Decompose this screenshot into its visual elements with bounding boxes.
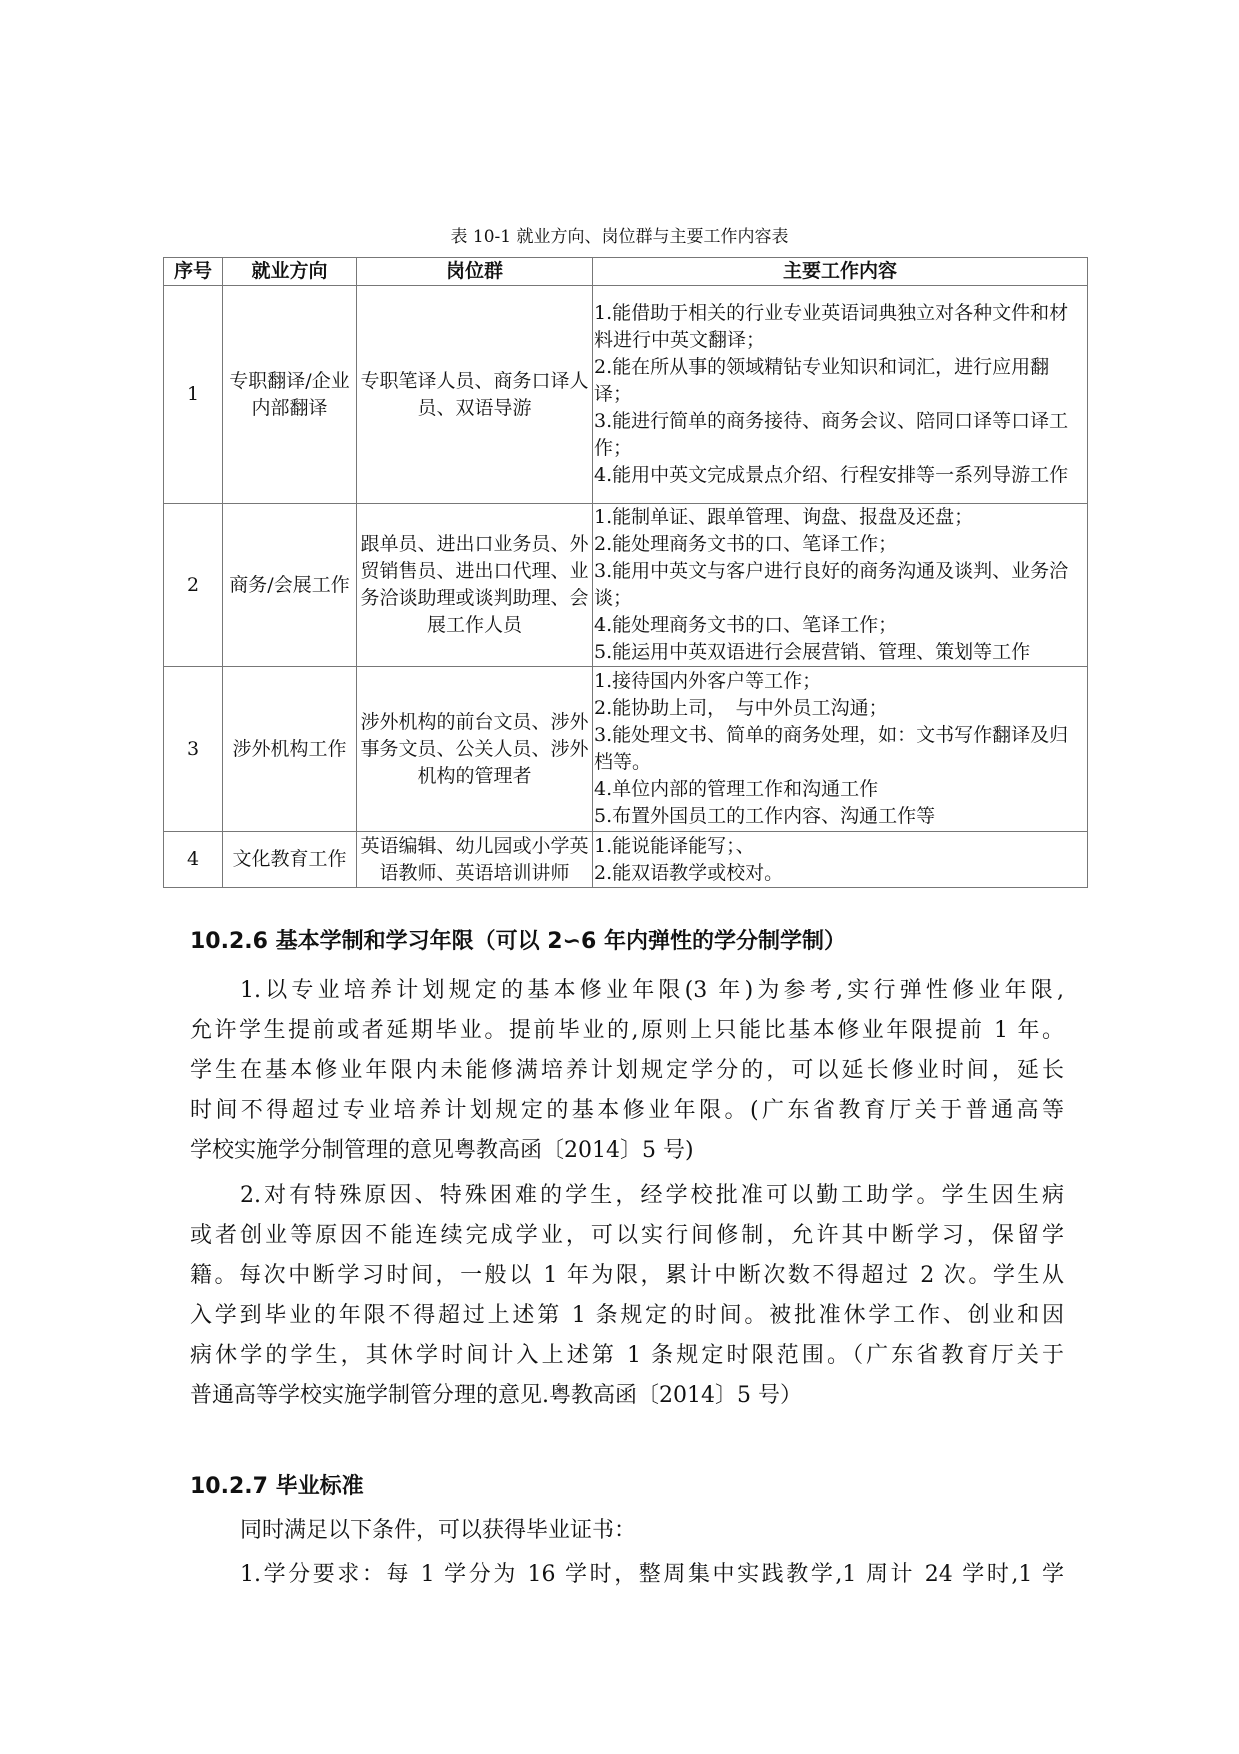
row-positions: 专职笔译人员、商务口译人员、双语导游 bbox=[357, 286, 593, 504]
row-no: 3 bbox=[164, 667, 223, 832]
paragraph-line: 1.学分要求：每 1 学分为 16 学时，整周集中实践教学,1 周计 24 学时,1 学 bbox=[240, 1562, 1064, 1587]
row-positions: 涉外机构的前台文员、涉外事务文员、公关人员、涉外机构的管理者 bbox=[357, 667, 593, 832]
paragraph-line: 2.对有特殊原因、特殊困难的学生，经学校批准可以勤工助学。学生因生病 bbox=[240, 1183, 1064, 1208]
row-direction: 涉外机构工作 bbox=[223, 667, 357, 832]
table-caption: 表 10-1 就业方向、岗位群与主要工作内容表 bbox=[450, 227, 789, 247]
content-item: 1.能制单证、跟单管理、询盘、报盘及还盘； bbox=[594, 506, 974, 528]
section-heading-10-2-6: 10.2.6 基本学制和学习年限（可以 2∽6 年内弹性的学分制学制） bbox=[190, 929, 846, 954]
content-item: 4.能用中英文完成景点介绍、行程安排等一系列导游工作 bbox=[594, 464, 1069, 486]
row-content bbox=[593, 832, 1088, 888]
paragraph-line: 病休学的学生，其休学时间计入上述第 1 条规定时限范围。（广东省教育厅关于 bbox=[190, 1343, 1064, 1368]
content-item: 1.接待国内外客户等工作； bbox=[594, 670, 822, 692]
header-direction: 就业方向 bbox=[223, 258, 357, 286]
content-item: 1.能说能译能写；、 bbox=[594, 834, 755, 857]
header-no: 序号 bbox=[164, 258, 223, 286]
row-no: 1 bbox=[164, 286, 223, 504]
row-no: 2 bbox=[164, 504, 223, 667]
row-direction: 商务/会展工作 bbox=[223, 504, 357, 667]
content-item: 1.能借助于相关的行业专业英语词典独立对各种文件和材料进行中英文翻译； bbox=[594, 302, 1069, 351]
row-positions: 英语编辑、幼儿园或小学英语教师、英语培训讲师 bbox=[357, 832, 593, 888]
row-direction: 专职翻译/企业内部翻译 bbox=[223, 286, 357, 504]
paragraph-line: 同时满足以下条件，可以获得毕业证书： bbox=[240, 1518, 637, 1543]
paragraph-line: 普通高等学校实施学制管分理的意见.粤教高函〔2014〕5 号） bbox=[190, 1383, 802, 1408]
row-content bbox=[593, 504, 1088, 667]
paragraph-line: 学校实施学分制管理的意见粤教高函〔2014〕5 号) bbox=[190, 1138, 694, 1163]
content-item: 4.单位内部的管理工作和沟通工作 bbox=[594, 778, 879, 800]
paragraph-line: 学生在基本修业年限内未能修满培养计划规定学分的，可以延长修业时间，延长 bbox=[190, 1058, 1064, 1083]
paragraph-line: 入学到毕业的年限不得超过上述第 1 条规定的时间。被批准休学工作、创业和因 bbox=[190, 1303, 1064, 1328]
content-item: 3.能用中英文与客户进行良好的商务沟通及谈判、业务洽谈； bbox=[594, 560, 1069, 609]
content-item: 2.能处理商务文书的口、笔译工作； bbox=[594, 533, 898, 555]
header-content: 主要工作内容 bbox=[593, 258, 1088, 286]
table-row bbox=[164, 667, 1088, 832]
paragraph-line: 允许学生提前或者延期毕业。提前毕业的,原则上只能比基本修业年限提前 1 年。 bbox=[190, 1018, 1064, 1043]
content-item: 5.布置外国员工的工作内容、沟通工作等 bbox=[594, 805, 936, 827]
row-direction: 文化教育工作 bbox=[223, 832, 357, 888]
table-header-row bbox=[164, 258, 1088, 286]
table-row bbox=[164, 504, 1088, 667]
row-no: 4 bbox=[164, 832, 223, 888]
content-item: 4.能处理商务文书的口、笔译工作； bbox=[594, 614, 898, 636]
section-heading-10-2-7: 10.2.7 毕业标准 bbox=[190, 1474, 364, 1499]
header-positions: 岗位群 bbox=[357, 258, 593, 286]
content-item: 2.能在所从事的领域精钻专业知识和词汇，进行应用翻译； bbox=[594, 356, 1050, 405]
paragraph-line: 籍。每次中断学习时间，一般以 1 年为限，累计中断次数不得超过 2 次。学生从 bbox=[190, 1263, 1064, 1288]
row-content bbox=[593, 286, 1088, 504]
content-item: 3.能进行简单的商务接待、商务会议、陪同口译等口译工作； bbox=[594, 410, 1069, 459]
paragraph-line: 或者创业等原因不能连续完成学业，可以实行间修制，允许其中断学习，保留学 bbox=[190, 1223, 1064, 1248]
content-item: 3.能处理文书、简单的商务处理，如：文书写作翻译及归档等。 bbox=[594, 724, 1069, 773]
content-item: 2.能双语教学或校对。 bbox=[594, 861, 784, 884]
content-item: 5.能运用中英双语进行会展营销、管理、策划等工作 bbox=[594, 641, 1031, 663]
row-content bbox=[593, 667, 1088, 832]
paragraph-line: 时间不得超过专业培养计划规定的基本修业年限。(广东省教育厅关于普通高等 bbox=[190, 1098, 1064, 1123]
content-item: 2.能协助上司， 与中外员工沟通； bbox=[594, 697, 888, 719]
row-positions: 跟单员、进出口业务员、外贸销售员、进出口代理、业务洽谈助理或谈判助理、会展工作人员 bbox=[357, 504, 593, 667]
employment-table bbox=[163, 257, 1088, 888]
table-row bbox=[164, 832, 1088, 888]
paragraph-line: 1.以专业培养计划规定的基本修业年限(3 年)为参考,实行弹性修业年限, bbox=[240, 978, 1064, 1003]
table-row bbox=[164, 286, 1088, 504]
